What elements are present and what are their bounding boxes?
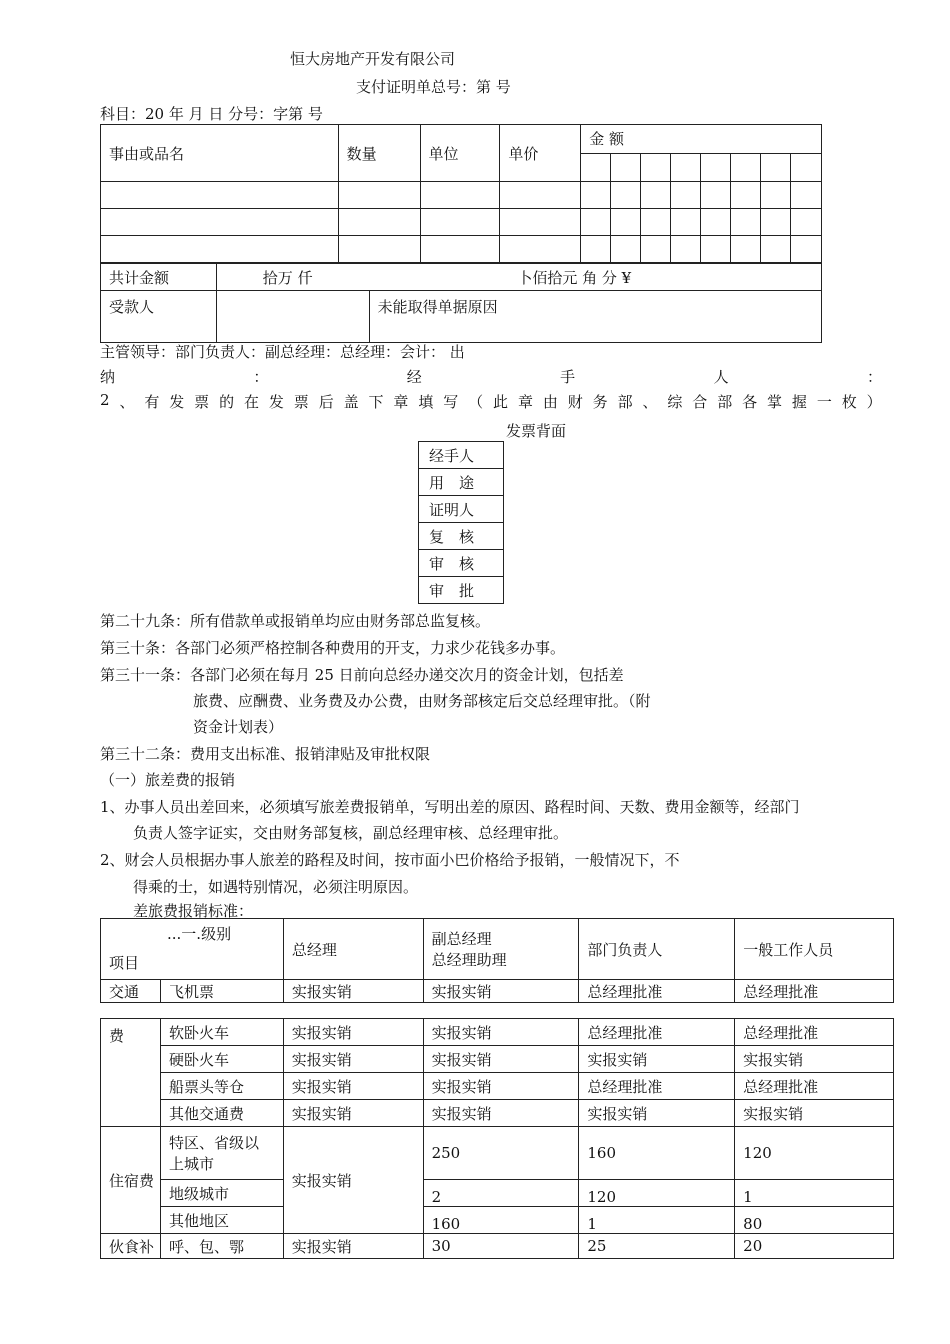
cell: 20 — [735, 1234, 894, 1259]
rule-2-char: 综 — [667, 393, 683, 411]
header-quantity: 数量 — [338, 125, 420, 182]
cell: 软卧火车 — [160, 1019, 283, 1046]
article-30: 第三十条：各部门必须严格控制各种费用的开支，力求少花钱多办事。 — [100, 639, 566, 657]
signer-char: ： — [866, 368, 882, 386]
no-receipt-reason-label: 未能取得单据原因 — [369, 291, 821, 343]
expense-table-body — [100, 1018, 894, 1259]
invoice-row: 复 核 — [419, 523, 504, 550]
corner-item: 项目 — [109, 954, 140, 972]
cell: 地级城市 — [160, 1180, 283, 1207]
signers-line: 主管领导：部门负责人：副总经理：总经理：会计： 出 — [100, 343, 465, 361]
rule-2-char: 的 — [219, 393, 235, 411]
rule-2-char: ） — [866, 393, 882, 411]
meal-label: 伙食补 — [101, 1234, 161, 1259]
rule-2-char: 、 — [642, 393, 658, 411]
cell: 实报实销 — [423, 1019, 579, 1046]
article-31-line2: 旅费、应酬费、业务费及办公费，由财务部核定后交总经理审批。（附 — [193, 692, 651, 710]
cell: 实报实销 — [423, 1100, 579, 1127]
table-row — [101, 236, 822, 263]
total-label: 共计金额 — [101, 264, 217, 291]
item-1-line1: 1、办事人员出差回来，必须填写旅差费报销单，写明出差的原因、路程时间、天数、费用金额等，经部门 — [100, 798, 800, 816]
standard-title: 差旅费报销标准： — [133, 902, 254, 920]
invoice-row: 证明人 — [419, 496, 504, 523]
rule-2-char: 发 — [268, 393, 284, 411]
section-1-title: （一）旅差费的报销 — [100, 771, 236, 789]
table-row — [101, 1019, 894, 1046]
invoice-back-table — [418, 441, 504, 604]
invoice-back-title: 发票背面 — [506, 422, 567, 440]
cell: 实报实销 — [283, 1100, 423, 1127]
signer-char: 经 — [406, 368, 422, 386]
table-row — [101, 1046, 894, 1073]
cell: 实报实销 — [579, 1100, 735, 1127]
rule-2-char: 、 — [119, 393, 135, 411]
rule-2-char: 票 — [293, 393, 309, 411]
cell: 2 — [423, 1180, 579, 1207]
rule-2-char: 章 — [517, 393, 533, 411]
level-dept-head: 部门负责人 — [579, 919, 735, 980]
rule-2-char: 填 — [418, 393, 434, 411]
cell: 实报实销 — [283, 980, 423, 1003]
rule-2-char: 发 — [169, 393, 185, 411]
rule-2-char: 写 — [443, 393, 459, 411]
article-31-line1: 第三十一条：各部门必须在每月 25 日前向总经办递交次月的资金计划，包括差 — [100, 666, 624, 684]
payment-form-table — [100, 124, 822, 263]
cell: 实报实销 — [579, 1046, 735, 1073]
cell: 硬卧火车 — [160, 1046, 283, 1073]
lodging-gm: 实报实销 — [283, 1127, 423, 1234]
rule-2-char: 部 — [717, 393, 733, 411]
cell: 总经理批准 — [579, 980, 735, 1003]
cell: 实报实销 — [423, 1073, 579, 1100]
payee-label: 受款人 — [101, 291, 217, 343]
rule-2-char: （ — [468, 393, 484, 411]
table-row — [101, 1127, 894, 1180]
cell: 实报实销 — [423, 1046, 579, 1073]
cell: 实报实销 — [283, 1046, 423, 1073]
cell: 实报实销 — [735, 1100, 894, 1127]
corner-level: ...一.级别 — [167, 925, 232, 943]
rule-2-char: 务 — [592, 393, 608, 411]
rule-2-char: 后 — [318, 393, 334, 411]
rule-2-char: 各 — [742, 393, 758, 411]
company-name: 恒大房地产开发有限公司 — [290, 50, 456, 68]
table-row — [101, 209, 822, 236]
signers-line-2 — [100, 366, 882, 387]
invoice-row: 审 核 — [419, 550, 504, 577]
header-item: 事由或品名 — [101, 125, 339, 182]
table-row — [101, 1180, 894, 1207]
header-unit: 单位 — [420, 125, 500, 182]
cell: 其他交通费 — [160, 1100, 283, 1127]
cell: 250 — [423, 1127, 579, 1180]
level-staff: 一般工作人员 — [735, 919, 894, 980]
article-29: 第二十九条：所有借款单或报销单均应由财务部总监复核。 — [100, 612, 491, 630]
table-row — [101, 980, 894, 1003]
article-31-line3: 资金计划表） — [193, 718, 284, 736]
cell: 实报实销 — [735, 1046, 894, 1073]
cell: 船票头等仓 — [160, 1073, 283, 1100]
cell: 上城市 — [168, 1155, 214, 1173]
rule-2-char: 2 — [100, 391, 110, 409]
rule-2-char: 下 — [368, 393, 384, 411]
table-row — [101, 182, 822, 209]
signer-char: 纳 — [100, 368, 116, 386]
cell: 30 — [423, 1234, 579, 1259]
cell: 实报实销 — [423, 980, 579, 1003]
cell: 特区、省级以 — [168, 1134, 259, 1152]
table-row — [101, 1073, 894, 1100]
cell: 实报实销 — [283, 1234, 423, 1259]
level-vgm: 副总经理 — [431, 930, 492, 948]
cell: 其他地区 — [160, 1207, 283, 1234]
table-row — [101, 1100, 894, 1127]
lodging-label: 住宿费 — [101, 1127, 161, 1234]
cell: 实报实销 — [283, 1019, 423, 1046]
level-gm: 总经理 — [283, 919, 423, 980]
cell: 80 — [735, 1207, 894, 1234]
traffic-label: 交通 — [101, 980, 161, 1003]
rule-2-char: 一 — [816, 393, 832, 411]
invoice-row: 审 批 — [419, 577, 504, 604]
table-row — [101, 1207, 894, 1234]
cell: 总经理批准 — [735, 980, 894, 1003]
cell: 120 — [735, 1127, 894, 1180]
header-price: 单价 — [500, 125, 581, 182]
total-units-right: 卜佰拾元 角 分 ¥ — [517, 268, 632, 287]
cell: 160 — [423, 1207, 579, 1234]
cell: 120 — [579, 1180, 735, 1207]
rule-2-char: 有 — [144, 393, 160, 411]
payment-total-table — [100, 263, 822, 343]
rule-2-char: 此 — [493, 393, 509, 411]
rule-2-char: 枚 — [841, 393, 857, 411]
rule-2-char: 章 — [393, 393, 409, 411]
expense-table-header — [100, 918, 894, 1003]
item-2-line1: 2、财会人员根据办事人旅差的路程及时间，按市面小巴价格给予报销，一般情况下，不 — [100, 851, 680, 869]
invoice-row: 用 途 — [419, 469, 504, 496]
cell: 飞机票 — [160, 980, 283, 1003]
cell: 总经理批准 — [735, 1073, 894, 1100]
rule-2-char: 在 — [243, 393, 259, 411]
rule-2-char: 合 — [692, 393, 708, 411]
cell: 160 — [579, 1127, 735, 1180]
rule-2-char: 部 — [617, 393, 633, 411]
header-amount: 金 额 — [581, 125, 822, 154]
cell: 呼、包、鄂 — [160, 1234, 283, 1259]
cell: 实报实销 — [283, 1073, 423, 1100]
level-gm-assistant: 总经理助理 — [431, 951, 507, 969]
cell: 总经理批准 — [579, 1073, 735, 1100]
cell: 1 — [579, 1207, 735, 1234]
invoice-row: 经手人 — [419, 442, 504, 469]
table-row — [101, 1234, 894, 1259]
subject-line: 科目：20 年 月 日 分号：字第 号 — [100, 105, 323, 123]
cell: 总经理批准 — [579, 1019, 735, 1046]
item-2-line2: 得乘的士，如遇特别情况，必须注明原因。 — [133, 878, 419, 896]
article-32: 第三十二条：费用支出标准、报销津贴及审批权限 — [100, 745, 431, 763]
rule-2-char: 票 — [194, 393, 210, 411]
certificate-number: 支付证明单总号：第 号 — [356, 78, 511, 96]
traffic-label-2: 费 — [101, 1019, 161, 1127]
cell: 总经理批准 — [735, 1019, 894, 1046]
item-1-line2: 负责人签字证实，交由财务部复核，副总经理审核、总经理审批。 — [133, 824, 569, 842]
signer-char: 人 — [713, 368, 729, 386]
rule-2-line — [100, 391, 882, 412]
rule-2-char: 由 — [542, 393, 558, 411]
signer-char: ： — [253, 368, 269, 386]
rule-2-char: 掌 — [767, 393, 783, 411]
total-units-left: 拾万 仟 — [262, 268, 313, 287]
cell: 25 — [579, 1234, 735, 1259]
rule-2-char: 盖 — [343, 393, 359, 411]
cell: 1 — [735, 1180, 894, 1207]
rule-2-char: 握 — [791, 393, 807, 411]
rule-2-char: 财 — [567, 393, 583, 411]
signer-char: 手 — [560, 368, 576, 386]
